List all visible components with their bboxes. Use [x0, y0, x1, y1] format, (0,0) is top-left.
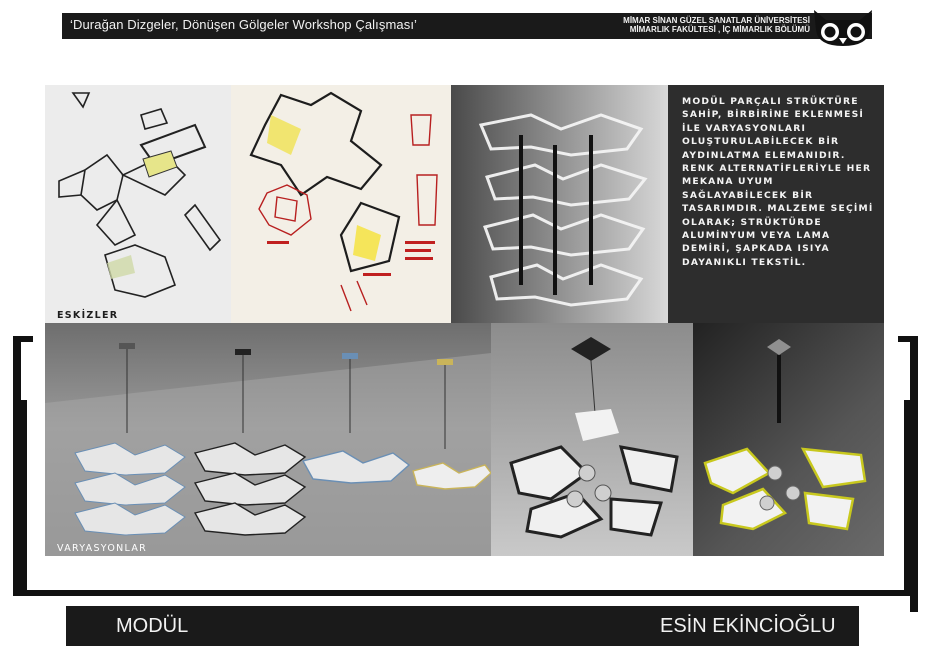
- lamp-render-yellow: [693, 323, 884, 556]
- lamp-variations-render: [45, 323, 491, 556]
- university-line-2: MİMARLIK FAKÜLTESİ , İÇ MİMARLIK BÖLÜMÜ: [629, 25, 810, 34]
- university-name: [530, 16, 810, 34]
- frame-bracket-right: [910, 336, 918, 612]
- frame-bracket-left: [13, 336, 21, 596]
- frame-bracket-right-inner: [904, 400, 910, 590]
- footer-project-name: MODÜL: [116, 615, 189, 637]
- frame-bracket-left-top: [13, 336, 33, 342]
- frame-bracket-left-inner: [21, 400, 27, 590]
- lamp-render-black: [491, 323, 693, 556]
- project-description: MODÜL PARÇALI STRÜKTÜRE SAHİP, BİRBİRİNE EKLENMESİ İLE VARYASYONLARI OLUŞTURULABİLECEK BİR AYDINLATMA ELEMANIDIR. RENK ALTERNATİFLERİYLE HER MEKANA UYUM SAĞLAYABİLECEK BİR TASARIMDIR. MALZEME SEÇİMİ OLARAK; STRÜKTÜRDE ALUMİNYUM VEYA LAMA DEMİRİ, ŞAPKADA ISIYA DAYANIKLI TEKSTİL.: [682, 96, 874, 268]
- sketch-image-1: [45, 85, 231, 323]
- owl-icon: [812, 8, 874, 48]
- sketch-image-2: [231, 85, 451, 323]
- lamp-render-stacked: [451, 85, 668, 323]
- university-line-1: MİMAR SİNAN GÜZEL SANATLAR ÜNİVERSİTESİ: [623, 16, 810, 25]
- sketches-label: ESKİZLER: [57, 310, 119, 321]
- workshop-title: ‘Durağan Dizgeler, Dönüşen Gölgeler Workshop Çalışması’: [70, 17, 418, 32]
- frame-bracket-right-top: [898, 336, 918, 342]
- frame-bottom-line: [13, 590, 918, 596]
- variations-label: VARYASYONLAR: [57, 543, 148, 554]
- footer-author-name: ESİN EKİNCİOĞLU: [660, 615, 836, 637]
